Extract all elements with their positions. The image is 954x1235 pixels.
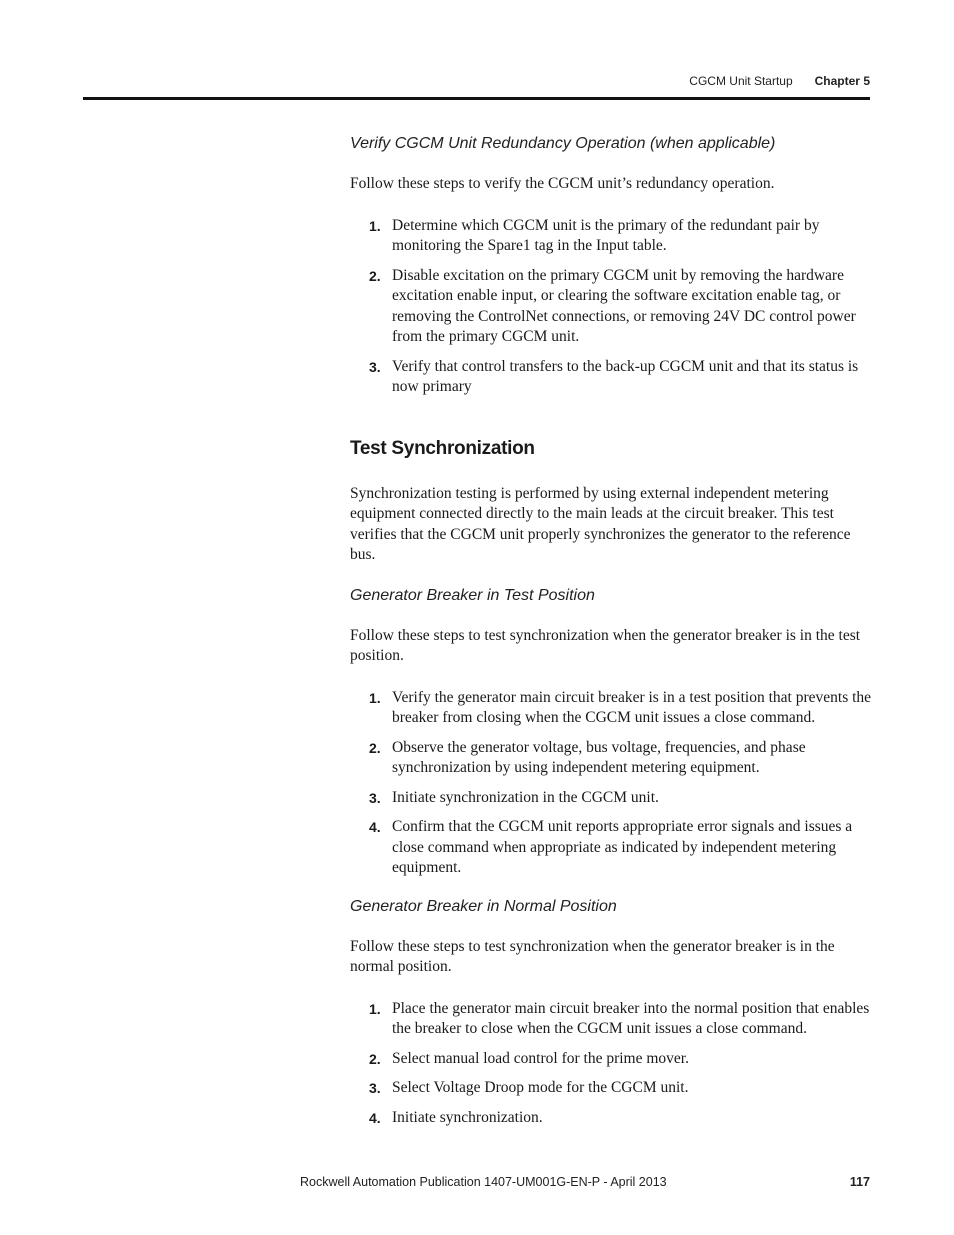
step-text: Observe the generator voltage, bus voltage, frequencies, and phase synchronization by using independent metering equipment. [392,738,806,776]
step-text: Select Voltage Droop mode for the CGCM unit. [392,1079,689,1096]
sync-intro: Synchronization testing is performed by using external independent metering equipment connected directly to the main leads at the circuit breaker. This test verifies that the CGCM unit properly synchronizes the generator to the reference bus. [350,484,851,563]
step-number: 1. [369,217,381,234]
step-text: Verify the generator main circuit breaker is in a test position that prevents the breaker from closing when the CGCM unit issues a close command. [392,688,872,726]
redundancy-intro: Follow these steps to verify the CGCM unit’s redundancy operation. [350,175,775,192]
list-item [350,357,872,398]
header-section: CGCM Unit Startup [689,74,793,88]
step-text: Confirm that the CGCM unit reports appropriate error signals and issues a close command when appropriate as indicated by independent metering equipment. [392,818,853,876]
header-chapter: Chapter 5 [814,74,870,88]
list-item [350,1108,872,1129]
step-number: 3. [369,789,381,806]
step-text: Place the generator main circuit breaker into the normal position that enables the breaker to close when the CGCM unit issues a close command. [392,999,870,1037]
step-number: 3. [369,358,381,375]
step-number: 2. [369,267,381,284]
step-text: Initiate synchronization in the CGCM unit. [392,788,659,806]
test-position-steps [350,688,872,879]
page-number: 117 [849,1175,870,1189]
list-item [350,266,872,348]
list-item [350,999,872,1040]
step-number: 3. [369,1080,381,1096]
step-number: 2. [369,1050,381,1067]
publication-number: Rockwell Automation Publication 1407-UM001G-EN-P - April 2013 [300,1175,667,1189]
list-item [350,788,872,809]
step-number: 1. [369,689,381,706]
normal-position-steps [350,999,872,1129]
list-item [350,1049,872,1070]
step-text: Determine which CGCM unit is the primary of the redundant pair by monitoring the Spare1 tag in the Input table. [392,216,820,254]
list-item [350,1078,872,1099]
page-content [350,130,872,1137]
test-position-intro: Follow these steps to test synchronization when the generator breaker is in the test position. [350,626,861,664]
section-heading: Test Synchronization [350,437,535,459]
test-position-heading: Generator Breaker in Test Position [350,586,595,604]
running-header [689,74,870,88]
step-number: 4. [369,1109,381,1126]
list-item [350,817,872,879]
redundancy-steps [350,216,872,398]
step-text: Verify that control transfers to the back-up CGCM unit and that its status is now primary [392,357,859,395]
step-number: 2. [369,739,381,756]
list-item [350,688,872,729]
step-text: Disable excitation on the primary CGCM unit by removing the hardware excitation enable input, or clearing the software excitation enable tag, or removing the ControlNet connections, or removing 24V DC control power from the primary CGCM unit. [392,266,856,345]
header-rule [83,97,870,100]
step-text: Select manual load control for the prime mover. [392,1049,689,1067]
step-number: 4. [369,819,381,835]
step-number: 1. [369,1000,381,1017]
list-item [350,216,872,257]
normal-position-intro: Follow these steps to test synchronization when the generator breaker is in the normal position. [350,937,835,975]
step-text: Initiate synchronization. [392,1108,543,1126]
list-item [350,738,872,779]
redundancy-heading: Verify CGCM Unit Redundancy Operation (when applicable) [350,135,776,152]
normal-position-heading: Generator Breaker in Normal Position [350,897,617,915]
